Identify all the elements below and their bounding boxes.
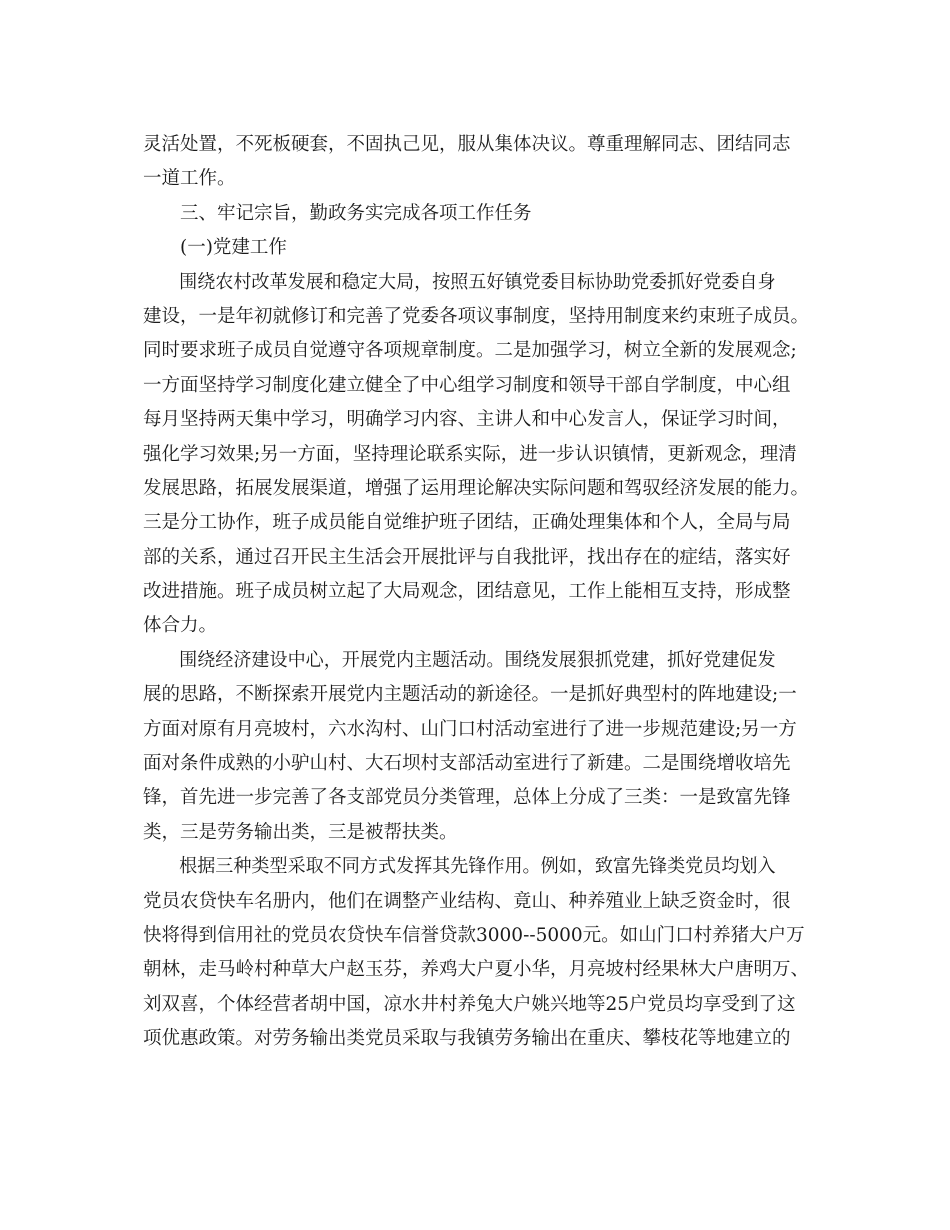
text-line: 建设，一是年初就修订和完善了党委各项议事制度，坚持用制度来约束班子成员。 bbox=[143, 305, 810, 327]
text-line: 改进措施。班子成员树立起了大局观念，团结意见，工作上能相互支持，形成整 bbox=[143, 581, 791, 603]
text-line: 同时要求班子成员自觉遵守各项规章制度。二是加强学习，树立全新的发展观念; bbox=[143, 340, 797, 362]
text-line: 一方面坚持学习制度化建立健全了中心组学习制度和领导干部自学制度，中心组 bbox=[143, 374, 791, 396]
text-line: 锋，首先进一步完善了各支部党员分类管理，总体上分成了三类：一是致富先锋 bbox=[143, 787, 791, 809]
text-line: 三、牢记宗旨，勤政务实完成各项工作任务 bbox=[180, 202, 532, 224]
text-line: 快将得到信用社的党员农贷快车信誉贷款3000--5000元。如山门口村养猪大户万 bbox=[143, 924, 805, 946]
text-line: 围绕农村改革发展和稳定大局，按照五好镇党委目标协助党委抓好党委自身 bbox=[179, 271, 776, 293]
text-line: 三是分工协作，班子成员能自觉维护班子团结，正确处理集体和个人，全局与局 bbox=[143, 512, 791, 534]
text-line: 强化学习效果;另一方面，坚持理论联系实际，进一步认识镇情，更新观念，理清 bbox=[143, 443, 797, 465]
text-line: 体合力。 bbox=[143, 615, 218, 637]
text-line: 类，三是劳务输出类，三是被帮扶类。 bbox=[143, 821, 458, 843]
text-line: 朝林，走马岭村种草大户赵玉芬，养鸡大户夏小华，月亮坡村经果林大户唐明万、 bbox=[143, 959, 810, 981]
text-line: 根据三种类型采取不同方式发挥其先锋作用。例如，致富先锋类党员均划入 bbox=[179, 856, 776, 878]
text-line: 方面对原有月亮坡村，六水沟村、山门口村活动室进行了进一步规范建设;另一方 bbox=[143, 718, 797, 740]
document-body bbox=[143, 128, 813, 1057]
text-line: 展的思路，不断探索开展党内主题活动的新途径。一是抓好典型村的阵地建设;一 bbox=[143, 684, 797, 706]
text-line: 一道工作。 bbox=[143, 168, 236, 190]
text-line: 面对条件成熟的小驴山村、大石坝村支部活动室进行了新建。二是围绕增收培先 bbox=[143, 753, 791, 775]
text-line: 每月坚持两天集中学习，明确学习内容、主讲人和中心发言人，保证学习时间， bbox=[143, 409, 791, 431]
text-line: 党员农贷快车名册内，他们在调整产业结构、竟山、种养殖业上缺乏资金时，很 bbox=[143, 890, 791, 912]
text-line: (一)党建工作 bbox=[180, 237, 287, 259]
text-line: 灵活处置，不死板硬套，不固执己见，服从集体决议。尊重理解同志、团结同志 bbox=[143, 134, 791, 155]
text-line: 部的关系，通过召开民主生活会开展批评与自我批评，找出存在的症结，落实好 bbox=[143, 546, 791, 568]
text-line: 围绕经济建设中心，开展党内主题活动。围绕发展狠抓党建，抓好党建促发 bbox=[179, 649, 776, 671]
text-line: 刘双喜，个体经营者胡中国，凉水井村养兔大户姚兴地等25户党员均享受到了这 bbox=[143, 993, 796, 1015]
text-line: 发展思路，拓展发展渠道，增强了运用理论解决实际问题和驾驭经济发展的能力。 bbox=[143, 477, 810, 499]
text-line: 项优惠政策。对劳务输出类党员采取与我镇劳务输出在重庆、攀枝花等地建立的 bbox=[143, 1028, 791, 1050]
